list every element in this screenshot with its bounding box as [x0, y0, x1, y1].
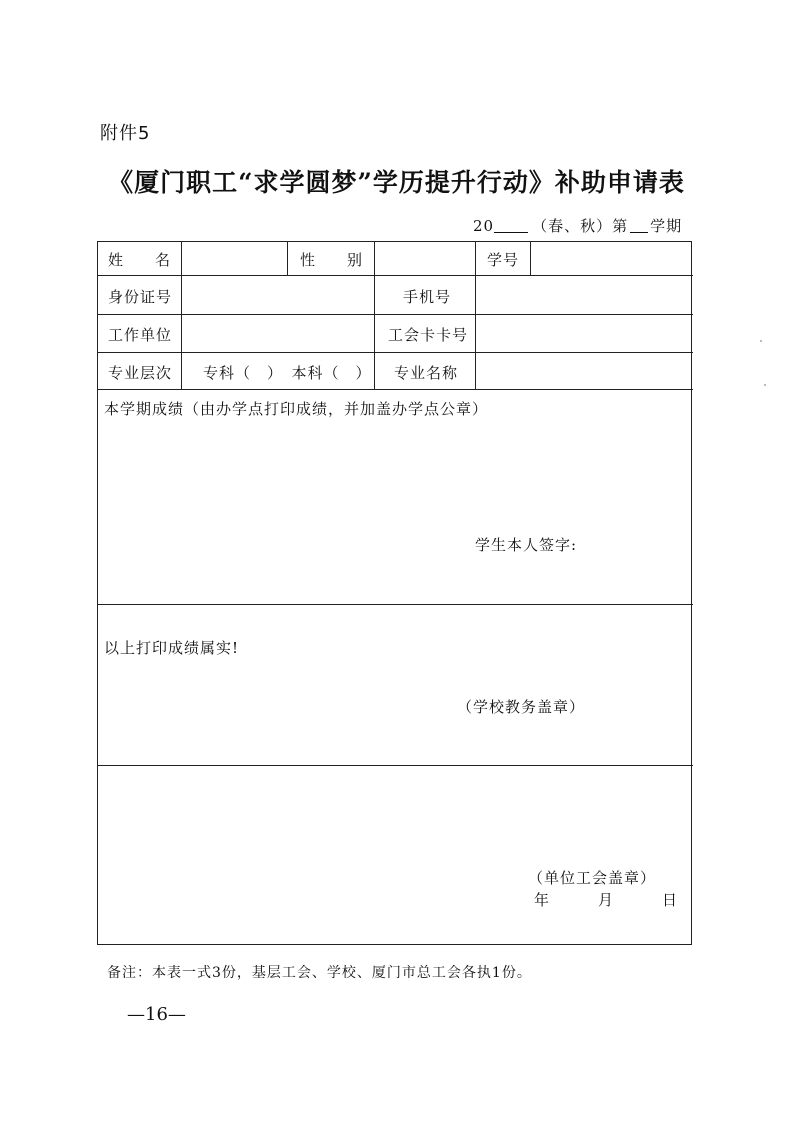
union-card-label: 工会卡卡号: [388, 326, 469, 344]
term-year-prefix: 20: [473, 217, 495, 235]
attachment-label: 附件5: [100, 123, 151, 144]
row-divider: [97, 604, 693, 605]
term-line: [473, 215, 682, 236]
row-divider: [97, 765, 693, 766]
row-divider: [97, 352, 693, 353]
union-stamp-label: （单位工会盖章）: [528, 869, 657, 887]
verified-text: 以上打印成绩属实!: [104, 639, 240, 657]
school-stamp-label: （学校教务盖章）: [457, 698, 586, 716]
col-divider: [530, 241, 531, 275]
id-card-field[interactable]: [185, 279, 372, 312]
term-number-blank[interactable]: [630, 218, 648, 233]
col-divider: [287, 241, 288, 275]
student-id-field[interactable]: [534, 244, 689, 274]
term-season: （春、秋）第: [532, 217, 629, 235]
scan-speck: [760, 340, 762, 342]
name-field[interactable]: [185, 244, 285, 274]
student-id-label: 学号: [487, 251, 520, 269]
student-signature-label: 学生本人签字:: [475, 536, 578, 554]
gender-field[interactable]: [378, 244, 472, 274]
phone-field[interactable]: [479, 279, 689, 312]
major-name-label: 专业名称: [394, 364, 459, 382]
footnote: 备注：本表一式3份，基层工会、学校、厦门市总工会各执1份。: [107, 965, 532, 981]
form-title: 《厦门职工“求学圆梦”学历提升行动》补助申请表: [108, 168, 685, 197]
page-number: —16—: [127, 1004, 186, 1025]
gender-label: 性 别: [300, 251, 362, 269]
employer-field[interactable]: [185, 317, 372, 350]
id-card-label: 身份证号: [108, 288, 173, 306]
major-level-label: 专业层次: [108, 364, 173, 382]
grades-label: 本学期成绩（由办学点打印成绩，并加盖办学点公章）: [104, 400, 489, 418]
major-name-field[interactable]: [479, 355, 689, 387]
name-label: 姓 名: [108, 251, 170, 269]
row-divider: [97, 275, 693, 276]
term-year-blank[interactable]: [494, 218, 528, 233]
row-divider: [97, 389, 693, 390]
major-level-options[interactable]: 专科（ ） 本科（ ）: [203, 364, 372, 382]
union-card-field[interactable]: [479, 317, 689, 350]
col-divider: [475, 241, 476, 390]
date-line: 年 月 日: [534, 891, 679, 909]
term-suffix: 学期: [650, 217, 683, 235]
phone-label: 手机号: [403, 288, 452, 306]
employer-label: 工作单位: [108, 326, 173, 344]
col-divider: [374, 241, 375, 390]
row-divider: [97, 314, 693, 315]
scan-speck: [764, 384, 766, 386]
col-divider: [181, 241, 182, 390]
